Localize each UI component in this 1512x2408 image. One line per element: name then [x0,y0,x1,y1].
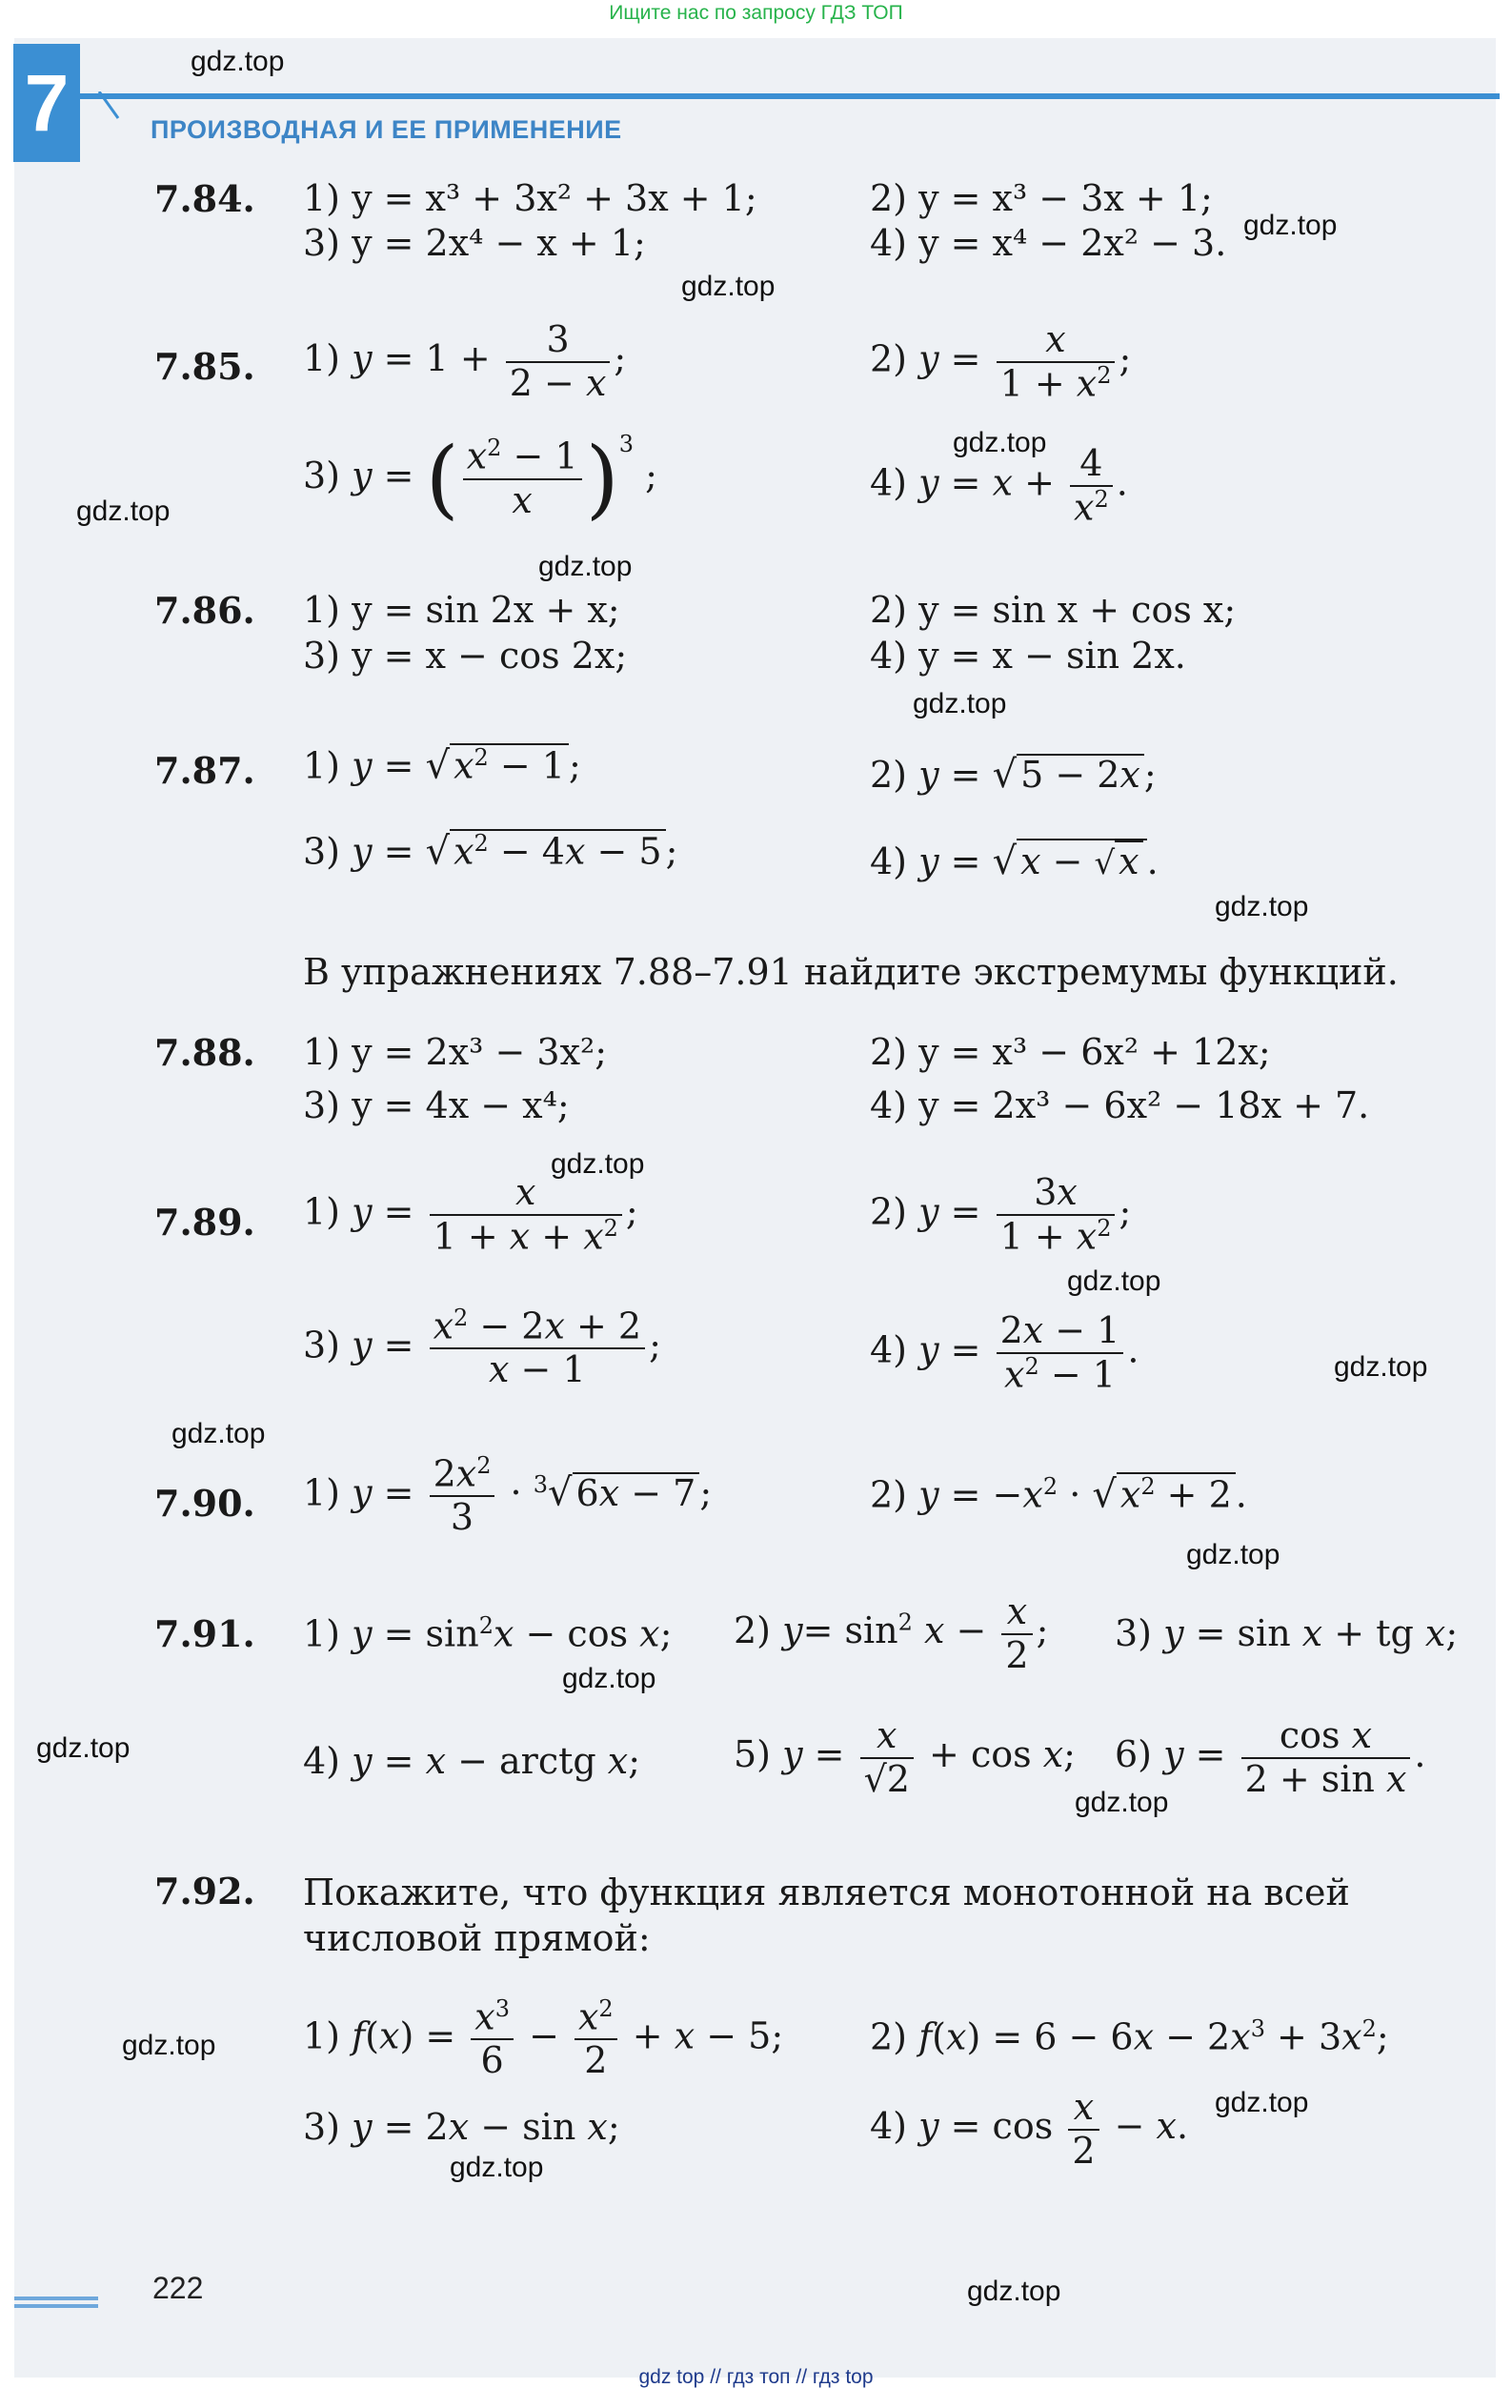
formula: 6) y = $\frac{\text{cos x}}{\text{2 + sin x}}$ . [1115,1714,1426,1800]
formula: 2) $f(x) = 6 - 6x - 2x^3 + 3x^2$; [870,2015,1389,2058]
watermark: gdz.top [551,1148,645,1180]
formula: 4) y = √ x − √ x . [870,840,1159,883]
problem-number: 7.91. [154,1612,255,1655]
page-number: 222 [152,2271,204,2305]
formula: 1) $y = \sin^2x - \cos x$; [303,1612,673,1655]
watermark: gdz.top [76,496,171,527]
watermark: gdz.top [1215,891,1309,922]
formula: 4) y = 2x³ − 6x² − 18x + 7. [870,1084,1370,1126]
problem-number: 7.84. [154,177,255,220]
watermark: gdz.top [913,688,1007,719]
formula: 3) y = ( $\frac{x^2 - 1}{x}$ )$^3$ ; [303,429,657,529]
watermark: gdz.top [450,2152,544,2183]
problem-number: 7.88. [154,1031,255,1074]
watermark: gdz.top [1067,1265,1161,1297]
problem-number: 7.86. [154,589,255,632]
formula: 2) y = $\frac{x}{1 + x^2}$ ; [870,318,1132,405]
watermark: gdz.top [36,1732,131,1764]
formula: 3) y = 2x − sin x; [303,2106,620,2148]
problem-number: 7.89. [154,1201,255,1244]
instruction-text: В упражнениях 7.88–7.91 найдите экстремумы функций. [303,951,1399,993]
formula: 3) y = 2x⁴ − x + 1; [303,222,646,264]
watermark: gdz.top [538,551,633,582]
watermark: gdz.top [562,1663,656,1694]
formula: 2) $y = -x^2$ · √ $x^2 + 2$ . [870,1472,1247,1517]
formula: 4) y = x + $\frac{4}{x^2}$ . [870,442,1128,529]
problem-number: 7.90. [154,1482,255,1525]
formula: 1) y = sin 2x + x; [303,589,620,631]
formula: 4) y = x⁴ − 2x² − 3. [870,222,1227,264]
watermark: gdz.top [1215,2087,1309,2118]
formula: 1) y = 2x³ − 3x²; [303,1031,608,1073]
formula: 4) y = $\frac{2x - 1}{x^2 - 1}$ . [870,1309,1139,1396]
problem-text: Покажите, что функция является монотонной на всей числовой прямой: [303,1872,1350,1959]
page-number-bar [14,2297,98,2300]
watermark: gdz.top [953,427,1047,458]
formula: 1) y = √ $x^2 - 1$ ; [303,743,581,788]
page-number-bar [14,2304,98,2308]
formula: 1) f(x) = $\frac{x^3}{6}$ − $\frac{x^2}{2}$ + x − 5; [303,1995,784,2082]
formula: 2) y = $\frac{3x}{1 + x^2}$ ; [870,1171,1132,1258]
formula: 1) y = $\frac{2x^2}{3}$ · $^3$√ 6x − 7 ; [303,1452,713,1539]
formula: 4) y = cos $\frac{x}{2}$ − x. [870,2086,1189,2172]
watermark: gdz.top [1334,1351,1428,1383]
problem-number: 7.87. [154,749,255,792]
chapter-number-badge: 7 [13,44,80,162]
formula: 3) y = 4x − x⁴; [303,1084,570,1126]
formula: 2) y = sin x + cos x; [870,589,1237,631]
formula: 1) y = x³ + 3x² + 3x + 1; [303,177,757,219]
footer-note: gdz top // гдз топ // гдз top [638,2366,874,2388]
formula: 2) y = √ 5 − 2x ; [870,753,1157,797]
formula: 4) y = x − arctg x; [303,1740,641,1782]
problem-number: 7.92. [154,1870,255,1912]
formula: 3) y = $\frac{x^2 - 2x + 2}{x - 1}$ ; [303,1305,661,1391]
formula: 1) y = $\frac{x}{1 + x + x^2}$ ; [303,1171,638,1258]
problem-number: 7.85. [154,345,255,388]
top-promo-note: Ищите нас по запросу ГДЗ ТОП [609,2,903,24]
formula: 2) y = x³ − 6x² + 12x; [870,1031,1271,1073]
formula: 2) y = x³ − 3x + 1; [870,177,1213,219]
watermark: gdz.top [171,1418,266,1449]
watermark: gdz.top [1243,210,1338,241]
formula: 5) y = $\frac{x}{√2}$ + cos x; [734,1714,1076,1800]
formula: 3) y = x − cos 2x; [303,635,628,677]
watermark: gdz.top [967,2276,1061,2307]
watermark: gdz.top [1186,1539,1280,1570]
chapter-title: ПРОИЗВОДНАЯ И ЕЕ ПРИМЕНЕНИЕ [151,115,622,144]
watermark: gdz.top [191,46,285,77]
watermark: gdz.top [122,2030,216,2061]
formula: 3) y = sin x + tg x; [1115,1612,1459,1654]
formula: 2) $y= \sin^2 x$ − $\frac{x}{2}$ ; [734,1590,1049,1676]
watermark: gdz.top [1075,1787,1169,1818]
formula: 1) y = 1 + $\frac{3}{2 - x}$ ; [303,318,627,404]
watermark: gdz.top [681,271,776,302]
formula: 3) y = √ $x^2 - 4x - 5$ ; [303,829,678,874]
formula: 4) y = x − sin 2x. [870,635,1186,677]
